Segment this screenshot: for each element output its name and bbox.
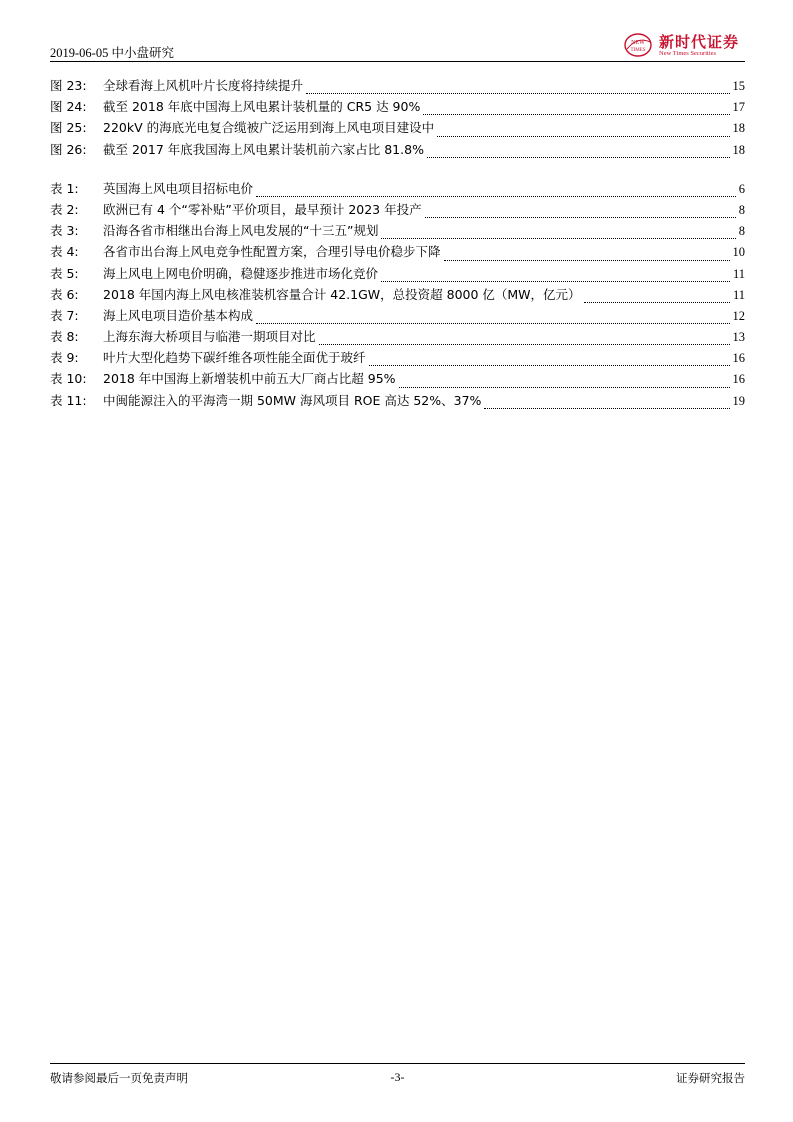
page-footer (50, 1063, 745, 1093)
toc-page: 8 (738, 202, 745, 217)
toc-title: 中闽能源注入的平海湾一期 50MW 海风项目 ROE 高达 52%、37% (103, 392, 482, 408)
toc-title: 欧洲已有 4 个“零补贴”平价项目，最早预计 2023 年投产 (103, 201, 422, 217)
toc-entry-table-4[interactable] (50, 242, 745, 263)
figure-list (50, 76, 745, 161)
toc-entry-table-11[interactable] (50, 391, 745, 412)
dot-leader (319, 344, 730, 345)
toc-page: 13 (732, 330, 745, 345)
dot-leader (437, 136, 729, 137)
toc-page: 18 (732, 142, 745, 157)
toc-label: 表 3: (50, 223, 79, 239)
dot-leader (423, 114, 729, 115)
toc-page: 11 (732, 287, 745, 302)
toc-title: 全球看海上风机叶片长度将持续提升 (103, 78, 304, 93)
toc-label: 表 7: (50, 307, 79, 323)
brand-logo-icon (623, 32, 653, 58)
brand-name-cn: 新时代证券 (659, 33, 740, 51)
toc-label: 表 4: (50, 244, 79, 260)
toc-entry-table-9[interactable] (50, 348, 745, 369)
dot-leader (399, 387, 730, 388)
toc-page: 16 (732, 351, 745, 366)
svg-text:TIMES: TIMES (630, 48, 646, 53)
toc-entry-table-5[interactable] (50, 264, 745, 285)
dot-leader (484, 408, 729, 409)
toc-entry-table-1[interactable] (50, 179, 745, 200)
dot-leader (427, 157, 730, 158)
dot-leader (381, 238, 735, 239)
toc-label: 图 26: (50, 141, 87, 157)
footer-page-number: -3- (390, 1070, 405, 1084)
footer-report-type: 证券研究报告 (676, 1071, 745, 1085)
header-divider (50, 61, 745, 62)
toc-title: 截至 2018 年底中国海上风电累计装机量的 CR5 达 90% (103, 99, 421, 115)
section-gap (50, 161, 745, 179)
dot-leader (425, 217, 736, 218)
toc-title: 英国海上风电项目招标电价 (103, 180, 254, 196)
dot-leader (256, 196, 736, 197)
toc-title: 沿海各省市相继出台海上风电发展的“十三五”规划 (103, 223, 379, 239)
dot-leader (306, 93, 729, 94)
toc-entry-figure-24[interactable] (50, 97, 745, 118)
toc-page: 8 (738, 224, 745, 239)
toc-label: 表 10: (50, 371, 87, 387)
report-date: 2019-06-05 (50, 46, 109, 60)
toc-page: 18 (732, 121, 745, 136)
toc-page: 16 (732, 372, 745, 387)
toc-page: 19 (732, 393, 745, 408)
brand-logo (623, 30, 745, 60)
toc-label: 表 9: (50, 350, 79, 366)
toc-title: 叶片大型化趋势下碳纤维各项性能全面优于玻纤 (103, 350, 366, 366)
toc-page: 11 (732, 266, 745, 281)
toc-title: 各省市出台海上风电竞争性配置方案，合理引导电价稳步下降 (103, 244, 441, 260)
toc-label: 图 23: (50, 78, 87, 93)
header-date-category (50, 43, 174, 61)
toc-title: 海上风电项目造价基本构成 (103, 307, 254, 323)
toc-page: 17 (732, 100, 745, 115)
toc-entry-table-7[interactable] (50, 306, 745, 327)
toc-title: 2018 年中国海上新增装机中前五大厂商占比超 95% (103, 371, 396, 387)
footer-divider (50, 1063, 745, 1064)
toc-label: 表 2: (50, 201, 79, 217)
toc-page: 10 (732, 245, 745, 260)
dot-leader (256, 323, 729, 324)
toc-label: 表 11: (50, 392, 87, 408)
toc-entry-figure-23[interactable] (50, 76, 745, 97)
dot-leader (444, 260, 730, 261)
toc-label: 表 8: (50, 329, 79, 345)
table-of-contents (50, 76, 745, 412)
toc-title: 截至 2017 年底我国海上风电累计装机前六家占比 81.8% (103, 141, 424, 157)
toc-title: 上海东海大桥项目与临港一期项目对比 (103, 329, 316, 345)
footer-disclaimer: 敬请参阅最后一页免责声明 (50, 1071, 188, 1085)
toc-page: 12 (732, 308, 745, 323)
toc-entry-figure-26[interactable] (50, 140, 745, 161)
toc-label: 表 6: (50, 286, 79, 302)
toc-title: 220kV 的海底光电复合缆被广泛运用到海上风电项目建设中 (103, 120, 435, 136)
svg-text:NEW: NEW (631, 40, 645, 46)
dot-leader (381, 281, 730, 282)
toc-entry-table-2[interactable] (50, 200, 745, 221)
toc-entry-table-10[interactable] (50, 369, 745, 390)
dot-leader (584, 302, 730, 303)
toc-label: 表 5: (50, 265, 79, 281)
report-category: 中小盘研究 (111, 46, 174, 60)
toc-title: 海上风电上网电价明确，稳健逐步推进市场化竞价 (103, 265, 379, 281)
toc-entry-figure-25[interactable] (50, 118, 745, 139)
toc-entry-table-6[interactable] (50, 285, 745, 306)
toc-entry-table-8[interactable] (50, 327, 745, 348)
toc-label: 图 24: (50, 99, 87, 115)
toc-title: 2018 年国内海上风电核准装机容量合计 42.1GW，总投资超 8000 亿（MW，亿元） (103, 286, 581, 302)
toc-page: 15 (732, 79, 745, 93)
dot-leader (369, 365, 730, 366)
toc-label: 图 25: (50, 120, 87, 136)
toc-label: 表 1: (50, 180, 79, 196)
toc-entry-table-3[interactable] (50, 221, 745, 242)
toc-page: 6 (738, 181, 745, 196)
page-header (50, 30, 745, 63)
brand-name-en: New Times Securities (659, 50, 717, 57)
table-list (50, 179, 745, 412)
